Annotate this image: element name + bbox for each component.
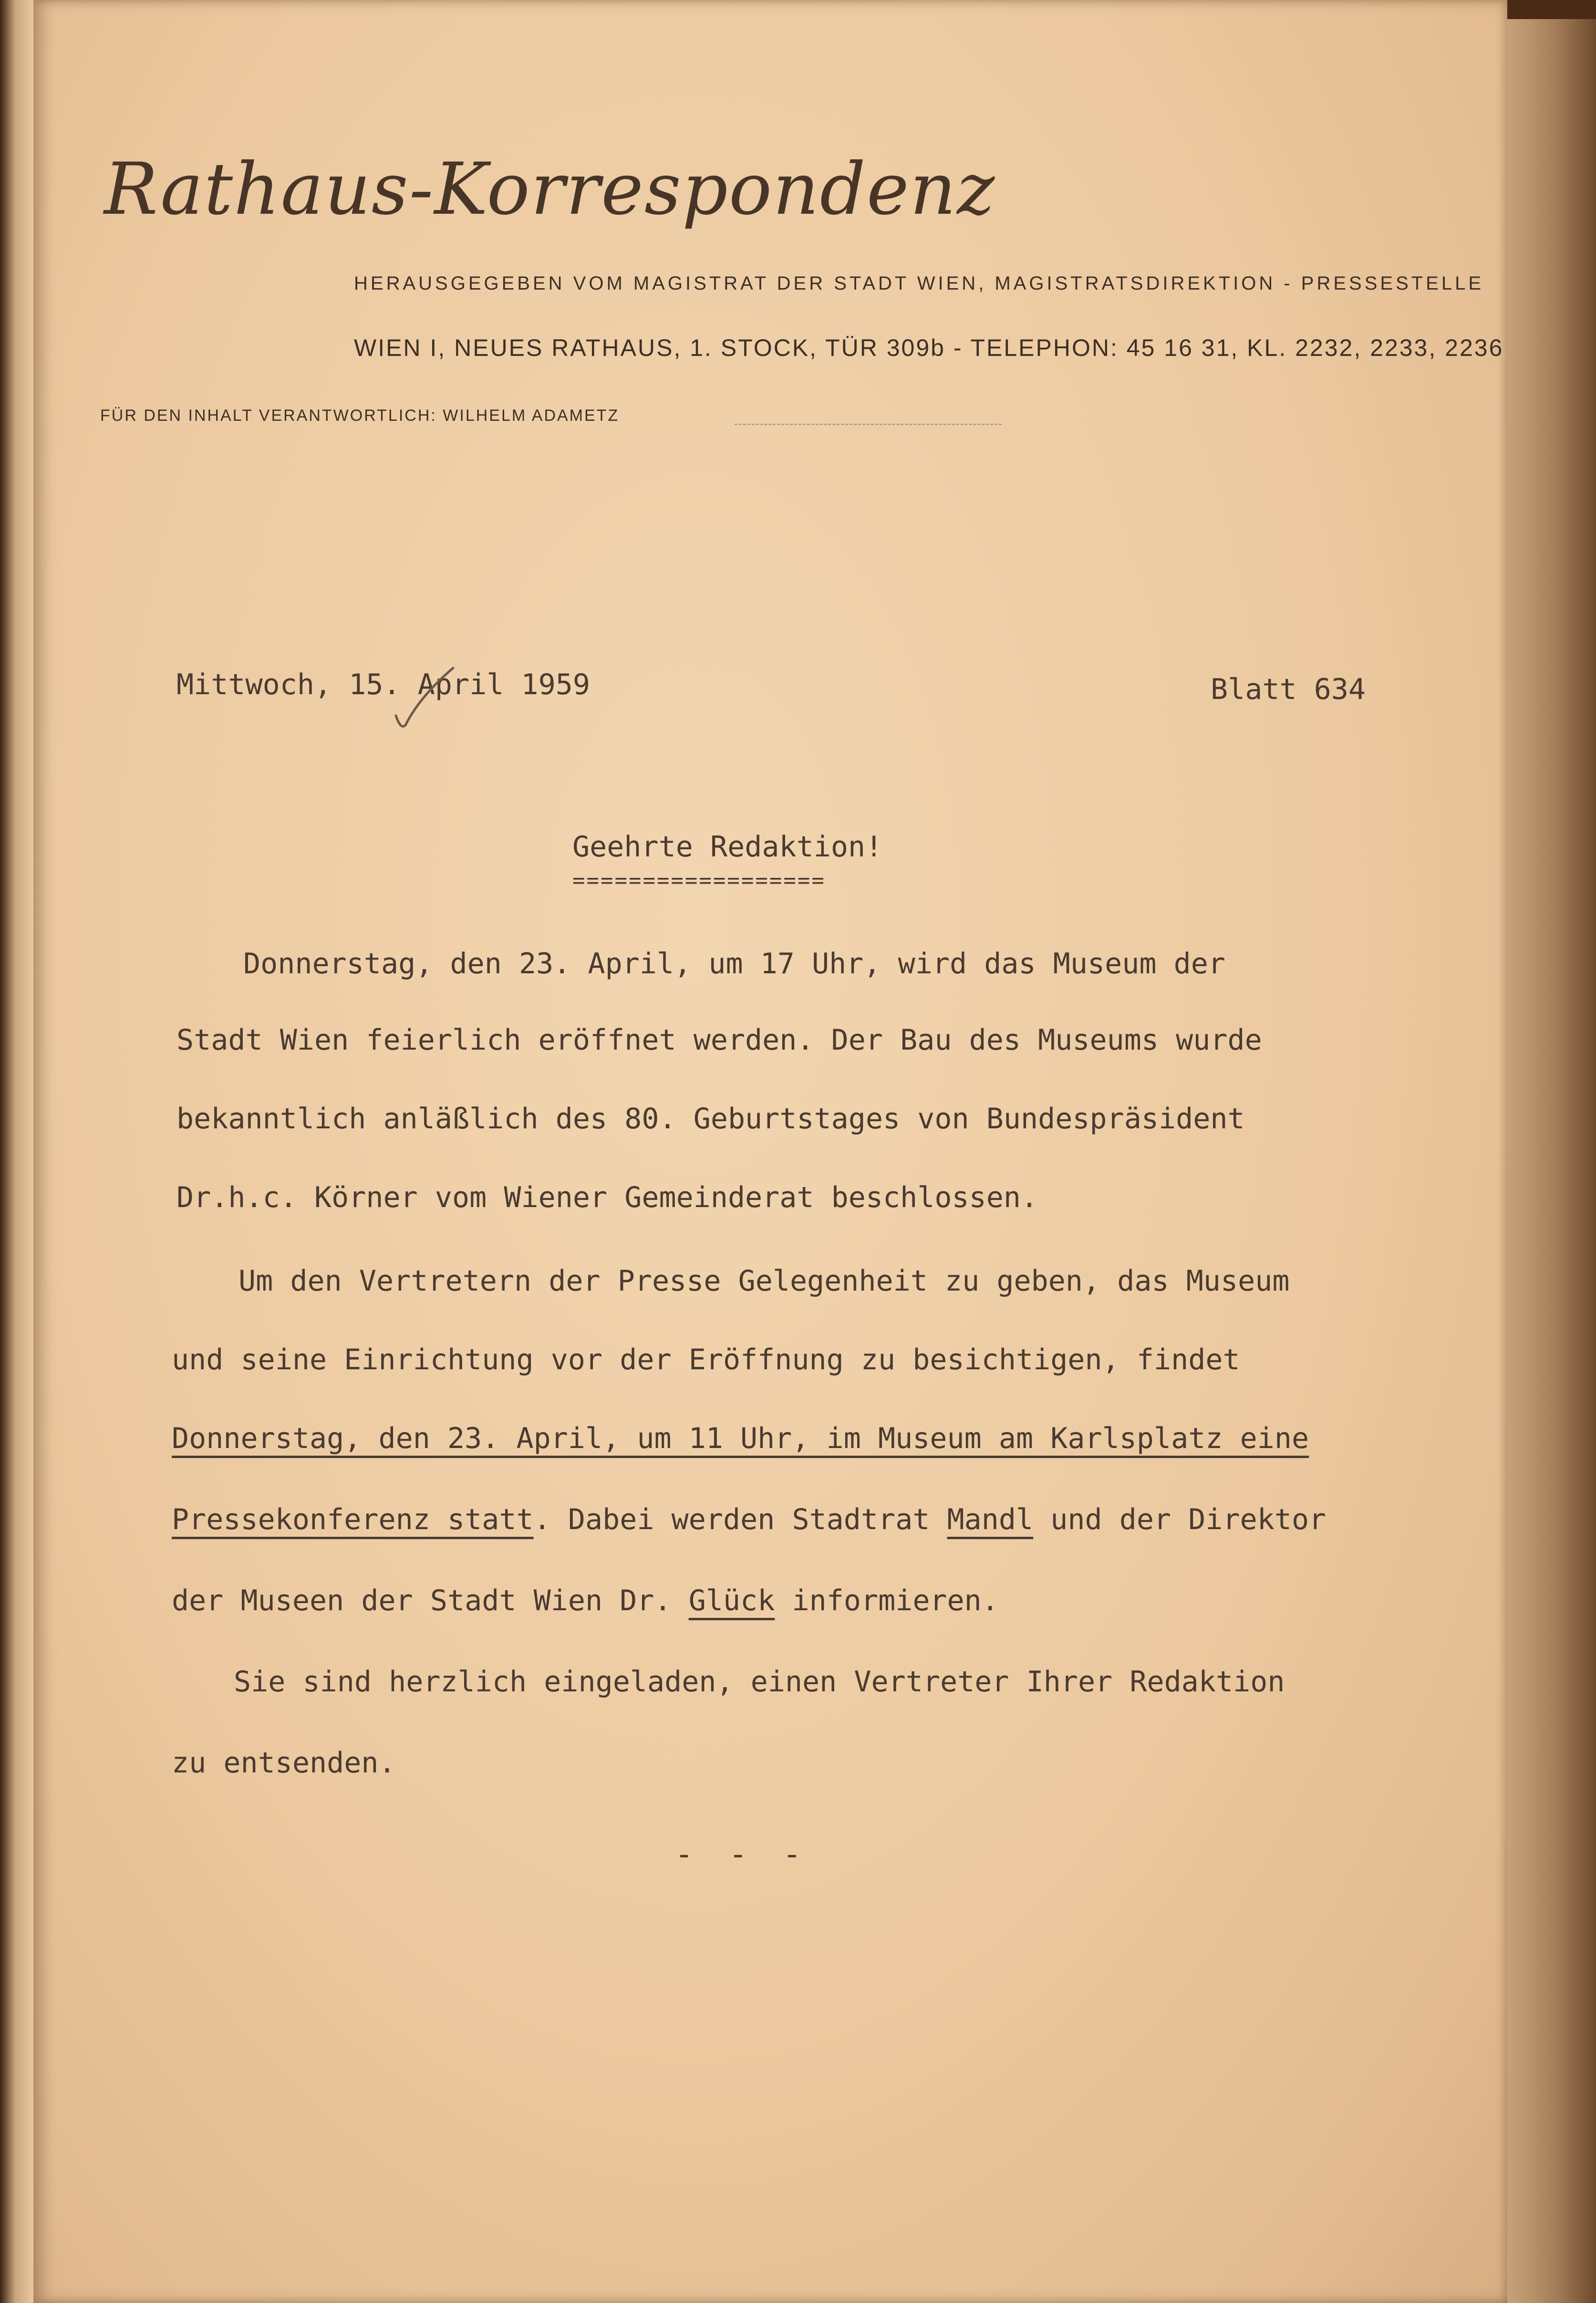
closing-dashes: - - -	[675, 1837, 810, 1872]
salutation-underline: ==================	[572, 868, 826, 893]
p2-line-4	[172, 1503, 1326, 1536]
p2-line-4-text-b: und der Direktor	[1033, 1503, 1327, 1536]
p2-line-1: Um den Vertretern der Presse Gelegenheit zu geben, das Museum	[238, 1264, 1290, 1298]
responsible-line: FÜR DEN INHALT VERANTWORTLICH: WILHELM ADAMETZ	[100, 406, 620, 425]
p2-line-2: und seine Einrichtung vor der Eröffnung zu besichtigen, findet	[172, 1343, 1240, 1376]
p1-line-4: Dr.h.c. Körner vom Wiener Gemeinderat beschlossen.	[176, 1181, 1038, 1214]
pencil-check-mark	[386, 658, 463, 735]
name-glueck: Glück	[688, 1584, 775, 1617]
p1-line-2: Stadt Wien feierlich eröffnet werden. Der Bau des Museums wurde	[176, 1023, 1262, 1057]
p3-line-1: Sie sind herzlich eingeladen, einen Vertreter Ihrer Redaktion	[234, 1665, 1285, 1699]
letterhead-title: Rathaus-Korrespondenz	[104, 148, 996, 231]
p2-line-5-text-a: der Museen der Stadt Wien Dr.	[172, 1584, 689, 1617]
name-mandl: Mandl	[947, 1503, 1034, 1536]
p2-line-5	[172, 1584, 999, 1617]
letterhead-rule	[735, 424, 1002, 425]
p1-line-1: Donnerstag, den 23. April, um 17 Uhr, wird das Museum der	[243, 947, 1226, 980]
publisher-line: HERAUSGEGEBEN VOM MAGISTRAT DER STADT WIEN, MAGISTRATSDIREKTION - PRESSESTELLE	[354, 273, 1484, 294]
address-line: WIEN I, NEUES RATHAUS, 1. STOCK, TÜR 309b - TELEPHON: 45 16 31, KL. 2232, 2233, 2236	[354, 334, 1504, 361]
p3-line-2: zu entsenden.	[172, 1746, 396, 1780]
p1-line-3: bekanntlich anläßlich des 80. Geburtstages von Bundespräsident	[176, 1102, 1245, 1136]
sheet-number: Blatt 634	[1211, 673, 1366, 706]
left-page-edge	[0, 0, 33, 2303]
book-page-edges	[1503, 19, 1596, 2303]
p2-line-4-text-a: . Dabei werden Stadtrat	[533, 1503, 947, 1536]
date-line: Mittwoch, 15. April 1959	[176, 668, 590, 701]
p2-line-3: Donnerstag, den 23. April, um 11 Uhr, im Museum am Karlsplatz eine	[172, 1422, 1309, 1455]
p2-line-5-text-b: informieren.	[775, 1584, 999, 1617]
salutation: Geehrte Redaktion!	[572, 830, 883, 864]
press-conference-text: Pressekonferenz statt	[172, 1503, 534, 1536]
document-page	[33, 0, 1507, 2303]
